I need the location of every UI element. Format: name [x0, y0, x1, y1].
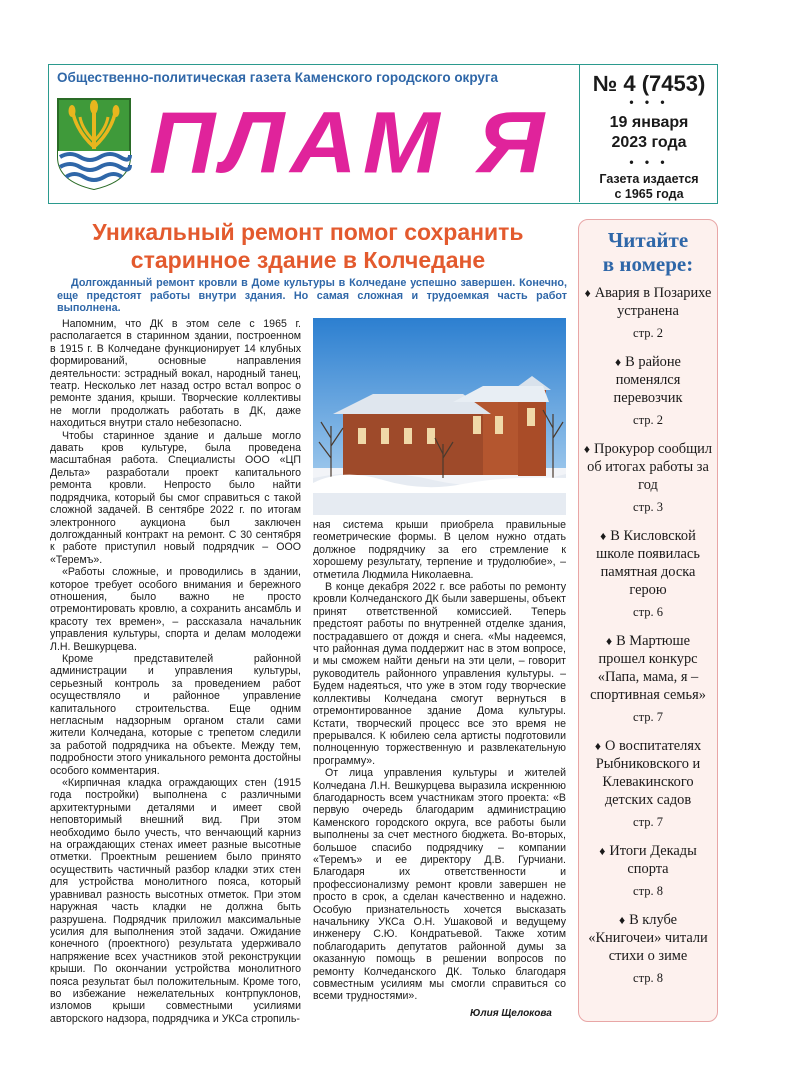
headline-line-1: Уникальный ремонт помог сохранить	[92, 219, 524, 245]
contents-item-title: В районе поменялся перевозчик	[613, 354, 683, 406]
contents-item-title: Авария в Позарихе устранена	[594, 285, 712, 319]
contents-title-line-1: Читайте	[607, 228, 689, 252]
masthead-left	[49, 65, 580, 202]
contents-sidebar	[578, 219, 718, 1022]
article-author: Юлия Щелокова	[470, 1008, 552, 1019]
diamond-icon: ♦	[605, 634, 613, 648]
building-photo	[313, 318, 566, 515]
contents-item-title: В клубе «Книгочеи» читали стихи о зиме	[588, 912, 708, 964]
article-column-2	[313, 519, 566, 1003]
diamond-icon: ♦	[615, 355, 622, 369]
contents-item[interactable]	[579, 842, 717, 899]
contents-item-page: стр. 6	[633, 605, 663, 619]
contents-item[interactable]	[579, 911, 717, 986]
separator-dots: • • •	[629, 95, 669, 109]
paragraph: «Кирпичная кладка ограждающих стен (1915 года постройки) выполнена с различными архитектурными деталями и имеет свой неповторимый внешний вид. При этом необходимо было учесть, что венчающий карниз на ограждающих стенах имеет разные высотные отметки. Проектным решением было принято осуществить частичный разбор кладки этих стен для устройства монолитного пояса, который уравнивал разность высотных отметок. При этом наружная часть кладки не должна быть разрушена. Подрядчик приложил максимальные усилия для выполнения этой задачи. Ожидание конечного (проектного) результата удерживало напряжение всех участников этой реконструкции крыши. По окончании устройства монолитного пояса результат был положительным. Кроме того, во избежание нежелательных контрпуклонов, изломов крыши совместными усилиями авторского надзора, подрядчика и УКСа стропиль-	[50, 777, 301, 1025]
paragraph: «Работы сложные, и проводились в здании, которое требует особого внимания и бережного отношения, было важно не просто отремонтировать кровлю, а сохранить ансамбль и красоту тех времен», – рассказала начальник управления культуры, спорта и делам молодежи Л.Н. Вешкурцева.	[50, 566, 301, 653]
diamond-icon: ♦	[584, 286, 591, 300]
contents-item[interactable]	[579, 632, 717, 725]
contents-item-title: Итоги Декады спорта	[609, 843, 697, 877]
paragraph: От лица управления культуры и жителей Колчедана Л.Н. Вешкурцева выразила искреннюю благодарность всем участникам этого проекта: «В первую очередь благодарим администрацию Каменского городского округа, все работы были выполнены за счет местного бюджета. Во-вторых, большое спасибо подрядчику – компании «Теремъ» и ее директору Д.В. Гурчиани. Благодаря их ответственности и профессионализму ремонт кровли завершен не просто в срок, а сделан качественно и надежно. Особую признательность хочется высказать начальнику УКСа О.Н. Ушаковой и ведущему инженеру С.Ю. Кондратьевой. Также хотим поблагодарить депутатов районной думы за оказанную помощь в решении вопросов по ремонту Колчеданского ДК. Только благодаря совместным усилиям мы смогли справиться со всеми трудностями».	[313, 767, 566, 1003]
contents-item-page: стр. 3	[633, 500, 663, 514]
diamond-icon: ♦	[600, 529, 607, 543]
contents-item-page: стр. 7	[633, 815, 663, 829]
paragraph: Кроме представителей районной администрации и управления культуры, серьезный контроль за проведением работ осуществляло и районное управление капитального строительства. Еще одним негласным надзорным органом стали сами жители Колчедана, которые с трепетом следили за работой подрядчика на объекте. Между тем, подробности этого уникального ремонта достойны особого комментария.	[50, 652, 301, 777]
paragraph: ная система крыши приобрела правильные геометрические формы. В целом нужно отдать должное подрядчику за его стремление к хорошему результату, терпение и трудолюбие», – отметила Людмила Николаевна.	[313, 519, 566, 581]
contents-item-page: стр. 7	[633, 710, 663, 724]
contents-item-title: В Кисловской школе появилась памятная доска герою	[596, 528, 700, 598]
contents-item[interactable]	[579, 284, 717, 341]
article-lead: Долгожданный ремонт кровли в Доме культуры в Колчедане успешно завершен. Конечно, еще предстоят работы внутри здания. Но самая сложная и трудоемкая часть работ выполнена.	[57, 277, 567, 315]
contents-item-page: стр. 2	[633, 326, 663, 340]
paragraph: Напомним, что ДК в этом селе с 1965 г. располагается в старинном здании, построенном в 1915 г. В Колчедане функционирует 14 клубных формирований, основные направления деятельности: эстрадный вокал, народный танец, театр. Несколько лет назад остро встал вопрос о ремонте здания, крыши. Творческие коллективы не могли продолжать работать в ДК, даже находиться внутри стало небезопасно.	[50, 318, 301, 430]
contents-item-page: стр. 2	[633, 413, 663, 427]
issue-date-year: 2023 года	[611, 134, 687, 151]
diamond-icon: ♦	[599, 844, 606, 858]
contents-item-title: О воспитателях Рыбниковского и Клевакинского детских садов	[595, 738, 702, 808]
coat-of-arms-icon	[56, 97, 132, 191]
issue-info	[581, 65, 717, 202]
contents-item[interactable]	[579, 353, 717, 428]
contents-item[interactable]	[579, 737, 717, 830]
diamond-icon: ♦	[594, 739, 601, 753]
contents-item-title: Прокурор сообщил об итогах работы за год	[587, 441, 713, 493]
issue-date-day: 19 января	[609, 114, 689, 131]
diamond-icon: ♦	[583, 442, 591, 456]
separator-dots: • • •	[629, 155, 669, 169]
contents-item-title: В Мартюше прошел конкурс «Папа, мама, я – спортивная семья»	[590, 633, 706, 703]
published-since-line1: Газета издается	[599, 172, 699, 186]
headline-line-2: старинное здание в Колчедане	[130, 247, 486, 273]
contents-item[interactable]	[579, 440, 717, 515]
masthead	[48, 64, 718, 204]
paragraph: В конце декабря 2022 г. все работы по ремонту кровли Колчеданского ДК были завершены, объект принят ответственной комиссией. Теперь предстоят работы по внутренней отделке здания, пострадавшего от дождя и снега. «Мы надеемся, что районная дума поддержит нас в этом вопросе, и мы сможем найти деньги на эти цели, – говорит руководитель районного управления культуры. – Будем надеяться, что уже в этом году творческие коллективы Колчедана смогут вернуться в отремонтированное здание Дома культуры. Кстати, творческий процесс все это время не прерывался. К юбилею села артисты подготовили полноценную торжественную и развлекательную программу».	[313, 581, 566, 767]
issue-number: № 4 (7453)	[592, 71, 706, 96]
newspaper-title: ПЛАМ Я	[149, 94, 551, 192]
paragraph: Чтобы старинное здание и дальше могло давать кров культуре, была проведена масштабная работа. Специалисты ООО «ЦП Дельта» разработали проект капитального ремонта кровли. Непросто было найти подрядчика, который бы смог справиться с такой сложной задачей. В сентябре 2022 г. по итогам электронного аукциона был заключен долгожданный контракт на ремонт. С 30 сентября к работе приступил новый подрядчик – ООО «Теремъ».	[50, 429, 301, 566]
contents-item-page: стр. 8	[633, 884, 663, 898]
published-since-line2: с 1965 года	[614, 187, 684, 201]
contents-title-line-2: в номере:	[602, 252, 694, 276]
contents-item[interactable]	[579, 527, 717, 620]
diamond-icon: ♦	[618, 913, 626, 927]
article-column-1	[50, 318, 301, 1025]
article-headline	[48, 218, 568, 274]
contents-item-page: стр. 8	[633, 971, 663, 985]
contents-title	[579, 228, 717, 276]
tagline: Общественно-политическая газета Каменского городского округа	[57, 70, 499, 85]
